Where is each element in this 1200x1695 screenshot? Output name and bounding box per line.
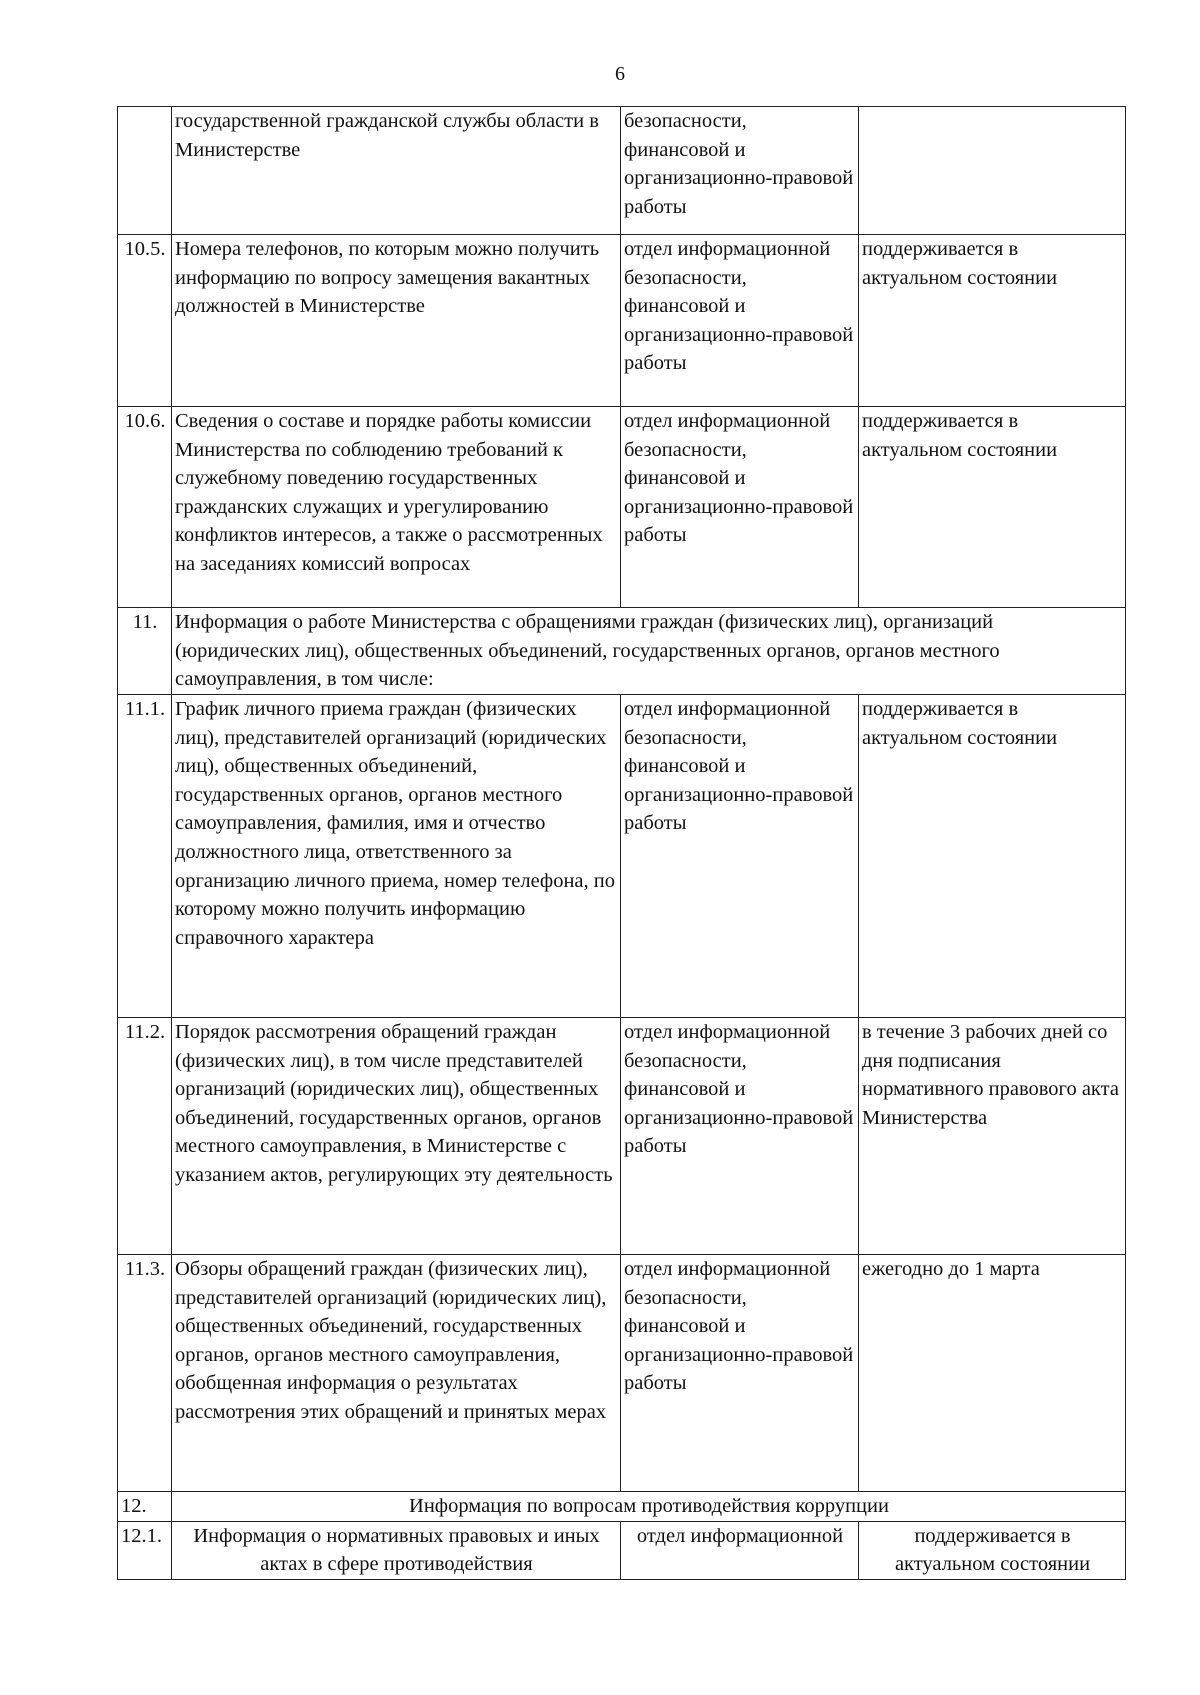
section-title-cell: Информация о работе Министерства с обращениями граждан (физических лиц), организаций (юридических лиц), общественных объединений, государственных органов, органов местного самоуправления, в том числе: <box>172 608 1126 695</box>
table-row <box>118 1018 1126 1255</box>
deadline-cell: поддерживается в актуальном состоянии <box>859 1521 1126 1579</box>
table-row <box>118 235 1126 407</box>
row-number-cell: 11.1. <box>118 695 172 1018</box>
responsible-cell: отдел информационной безопасности, финансовой и организационно-правовой работы <box>621 695 859 1018</box>
table-row <box>118 107 1126 235</box>
content-cell: Информация о нормативных правовых и иных актах в сфере противодействия <box>172 1521 621 1579</box>
responsible-cell: отдел информационной безопасности, финансовой и организационно-правовой работы <box>621 1255 859 1492</box>
responsible-cell: безопасности, финансовой и организационно-правовой работы <box>621 107 859 235</box>
responsible-cell: отдел информационной безопасности, финансовой и организационно-правовой работы <box>621 235 859 407</box>
row-number-cell: 11. <box>118 608 172 695</box>
table-row <box>118 1521 1126 1579</box>
row-number-cell: 11.2. <box>118 1018 172 1255</box>
content-cell: График личного приема граждан (физических лиц), представителей организаций (юридических лиц), общественных объединений, государственных органов, органов местного самоуправления, фамилия, имя и отчество должностного лица, ответственного за организацию личного приема, номер телефона, по которому можно получить информацию справочного характера <box>172 695 621 1018</box>
section-row <box>118 1492 1126 1522</box>
page-number: 6 <box>615 63 625 85</box>
responsible-cell: отдел информационной безопасности, финансовой и организационно-правовой работы <box>621 1018 859 1255</box>
deadline-cell <box>859 107 1126 235</box>
row-number-cell <box>118 107 172 235</box>
content-cell: Порядок рассмотрения обращений граждан (физических лиц), в том числе представителей организаций (юридических лиц), общественных объединений, государственных органов, органов местного самоуправления, в Министерстве с указанием актов, регулирующих эту деятельность <box>172 1018 621 1255</box>
document-table <box>117 106 1126 1580</box>
content-cell: Обзоры обращений граждан (физических лиц), представителей организаций (юридических лиц), общественных объединений, государственных органов, органов местного самоуправления, обобщенная информация о результатах рассмотрения этих обращений и принятых мерах <box>172 1255 621 1492</box>
row-number-cell: 10.5. <box>118 235 172 407</box>
content-cell: Сведения о составе и порядке работы комиссии Министерства по соблюдению требований к служебному поведению государственных гражданских служащих и урегулированию конфликтов интересов, а также о рассмотренных на заседаниях комиссий вопросах <box>172 407 621 608</box>
row-number-cell: 10.6. <box>118 407 172 608</box>
responsible-cell: отдел информационной безопасности, финансовой и организационно-правовой работы <box>621 407 859 608</box>
responsible-cell: отдел информационной <box>621 1521 859 1579</box>
row-number-cell: 12.1. <box>118 1521 172 1579</box>
deadline-cell: поддерживается в актуальном состоянии <box>859 235 1126 407</box>
content-cell: Номера телефонов, по которым можно получить информацию по вопросу замещения вакантных должностей в Министерстве <box>172 235 621 407</box>
deadline-cell: ежегодно до 1 марта <box>859 1255 1126 1492</box>
deadline-cell: поддерживается в актуальном состоянии <box>859 695 1126 1018</box>
row-number-cell: 12. <box>118 1492 172 1522</box>
table-row <box>118 407 1126 608</box>
row-number-cell: 11.3. <box>118 1255 172 1492</box>
section-row <box>118 608 1126 695</box>
section-title-cell: Информация по вопросам противодействия коррупции <box>172 1492 1126 1522</box>
table-row <box>118 695 1126 1018</box>
deadline-cell: поддерживается в актуальном состоянии <box>859 407 1126 608</box>
deadline-cell: в течение 3 рабочих дней со дня подписания нормативного правового акта Министерства <box>859 1018 1126 1255</box>
content-cell: государственной гражданской службы области в Министерстве <box>172 107 621 235</box>
table-row <box>118 1255 1126 1492</box>
